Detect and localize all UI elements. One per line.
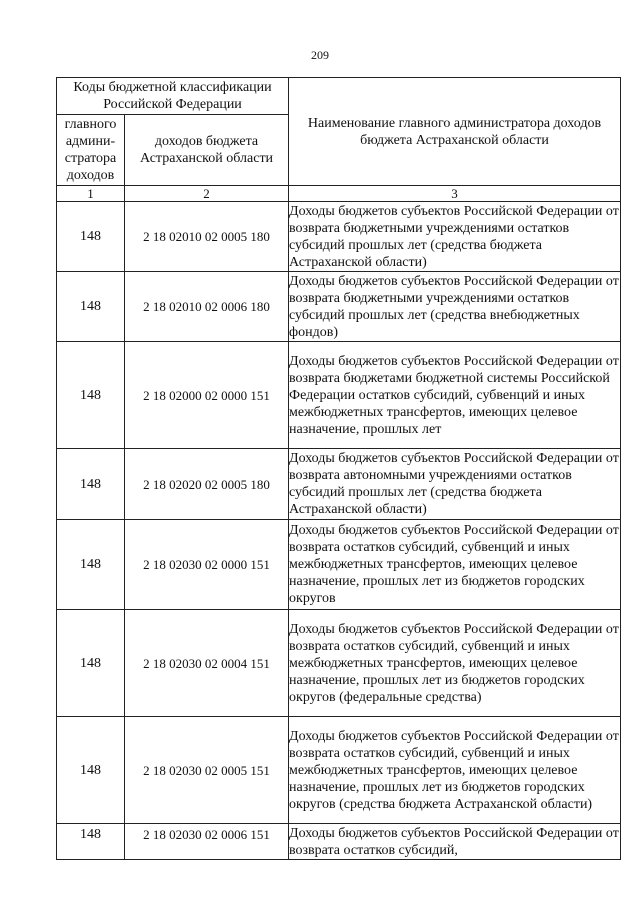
admin-code-cell: 148	[57, 610, 125, 717]
header-col-name: Наименование главного администратора доходов бюджета Астраханской области	[289, 78, 621, 186]
column-number: 1	[57, 186, 125, 202]
description-cell: Доходы бюджетов субъектов Российской Федерации от возврата остатков субсидий, субвенций и иных межбюджетных трансфертов, имеющих целевое назначение, прошлых лет из бюджетов городских округов (федеральные средства)	[289, 610, 621, 717]
column-number: 3	[289, 186, 621, 202]
income-code-cell: 2 18 02000 02 0000 151	[125, 342, 289, 449]
table-row	[57, 449, 621, 520]
admin-code-cell: 148	[57, 272, 125, 342]
description-cell: Доходы бюджетов субъектов Российской Федерации от возврата бюджетными учреждениями остатков субсидий прошлых лет (средства внебюджетных фондов)	[289, 273, 619, 340]
income-code-cell: 2 18 02030 02 0006 151	[125, 824, 289, 860]
description-cell: Доходы бюджетов субъектов Российской Федерации от возврата бюджетными учреждениями остатков субсидий прошлых лет (средства бюджета Астраханской области)	[289, 203, 619, 270]
income-code-cell: 2 18 02030 02 0005 151	[125, 717, 289, 824]
description-cell: Доходы бюджетов субъектов Российской Федерации от возврата автономными учреждениями остатков субсидий прошлых лет (средства бюджета Астраханской области)	[289, 449, 621, 520]
column-numbers-row	[57, 186, 621, 202]
table-row	[57, 610, 621, 717]
table-row	[57, 342, 621, 449]
table-row	[57, 272, 621, 342]
page-number: 209	[311, 48, 329, 62]
admin-code-cell: 148	[57, 202, 125, 272]
income-code-cell: 2 18 02030 02 0004 151	[125, 610, 289, 717]
description-cell: Доходы бюджетов субъектов Российской Федерации от возврата остатков субсидий,	[289, 825, 619, 858]
admin-code-cell: 148	[57, 449, 125, 520]
description-cell: Доходы бюджетов субъектов Российской Федерации от возврата остатков субсидий, субвенций и иных межбюджетных трансфертов, имеющих целевое назначение, прошлых лет из бюджетов городских округов (средства бюджета Астраханской области)	[289, 717, 621, 824]
income-code-cell: 2 18 02030 02 0000 151	[125, 520, 289, 610]
table-row	[57, 717, 621, 824]
table-row	[57, 520, 621, 610]
description-cell: Доходы бюджетов субъектов Российской Федерации от возврата остатков субсидий, субвенций и иных межбюджетных трансфертов, имеющих целевое назначение, прошлых лет из бюджетов городских округов	[289, 520, 621, 610]
table-row	[57, 202, 621, 272]
income-code-cell: 2 18 02010 02 0005 180	[125, 202, 289, 272]
admin-code-cell: 148	[57, 717, 125, 824]
table-row	[57, 824, 621, 860]
description-cell: Доходы бюджетов субъектов Российской Федерации от возврата бюджетами бюджетной системы Российской Федерации остатков субсидий, субвенций и иных межбюджетных трансфертов, имеющих целевое назначение, прошлых лет	[289, 342, 621, 449]
income-code-cell: 2 18 02020 02 0005 180	[125, 449, 289, 520]
header-col-income: доходов бюджета Астраханской области	[125, 115, 289, 186]
income-code-cell: 2 18 02010 02 0006 180	[125, 272, 289, 342]
header-group-title: Коды бюджетной классификации Российской Федерации	[57, 78, 289, 115]
admin-code-cell: 148	[57, 342, 125, 449]
admin-code-cell: 148	[57, 520, 125, 610]
admin-code-cell: 148	[57, 824, 125, 860]
budget-codes-table	[56, 77, 621, 860]
column-number: 2	[125, 186, 289, 202]
header-col-admin: главного админи-стратора доходов	[57, 115, 125, 186]
